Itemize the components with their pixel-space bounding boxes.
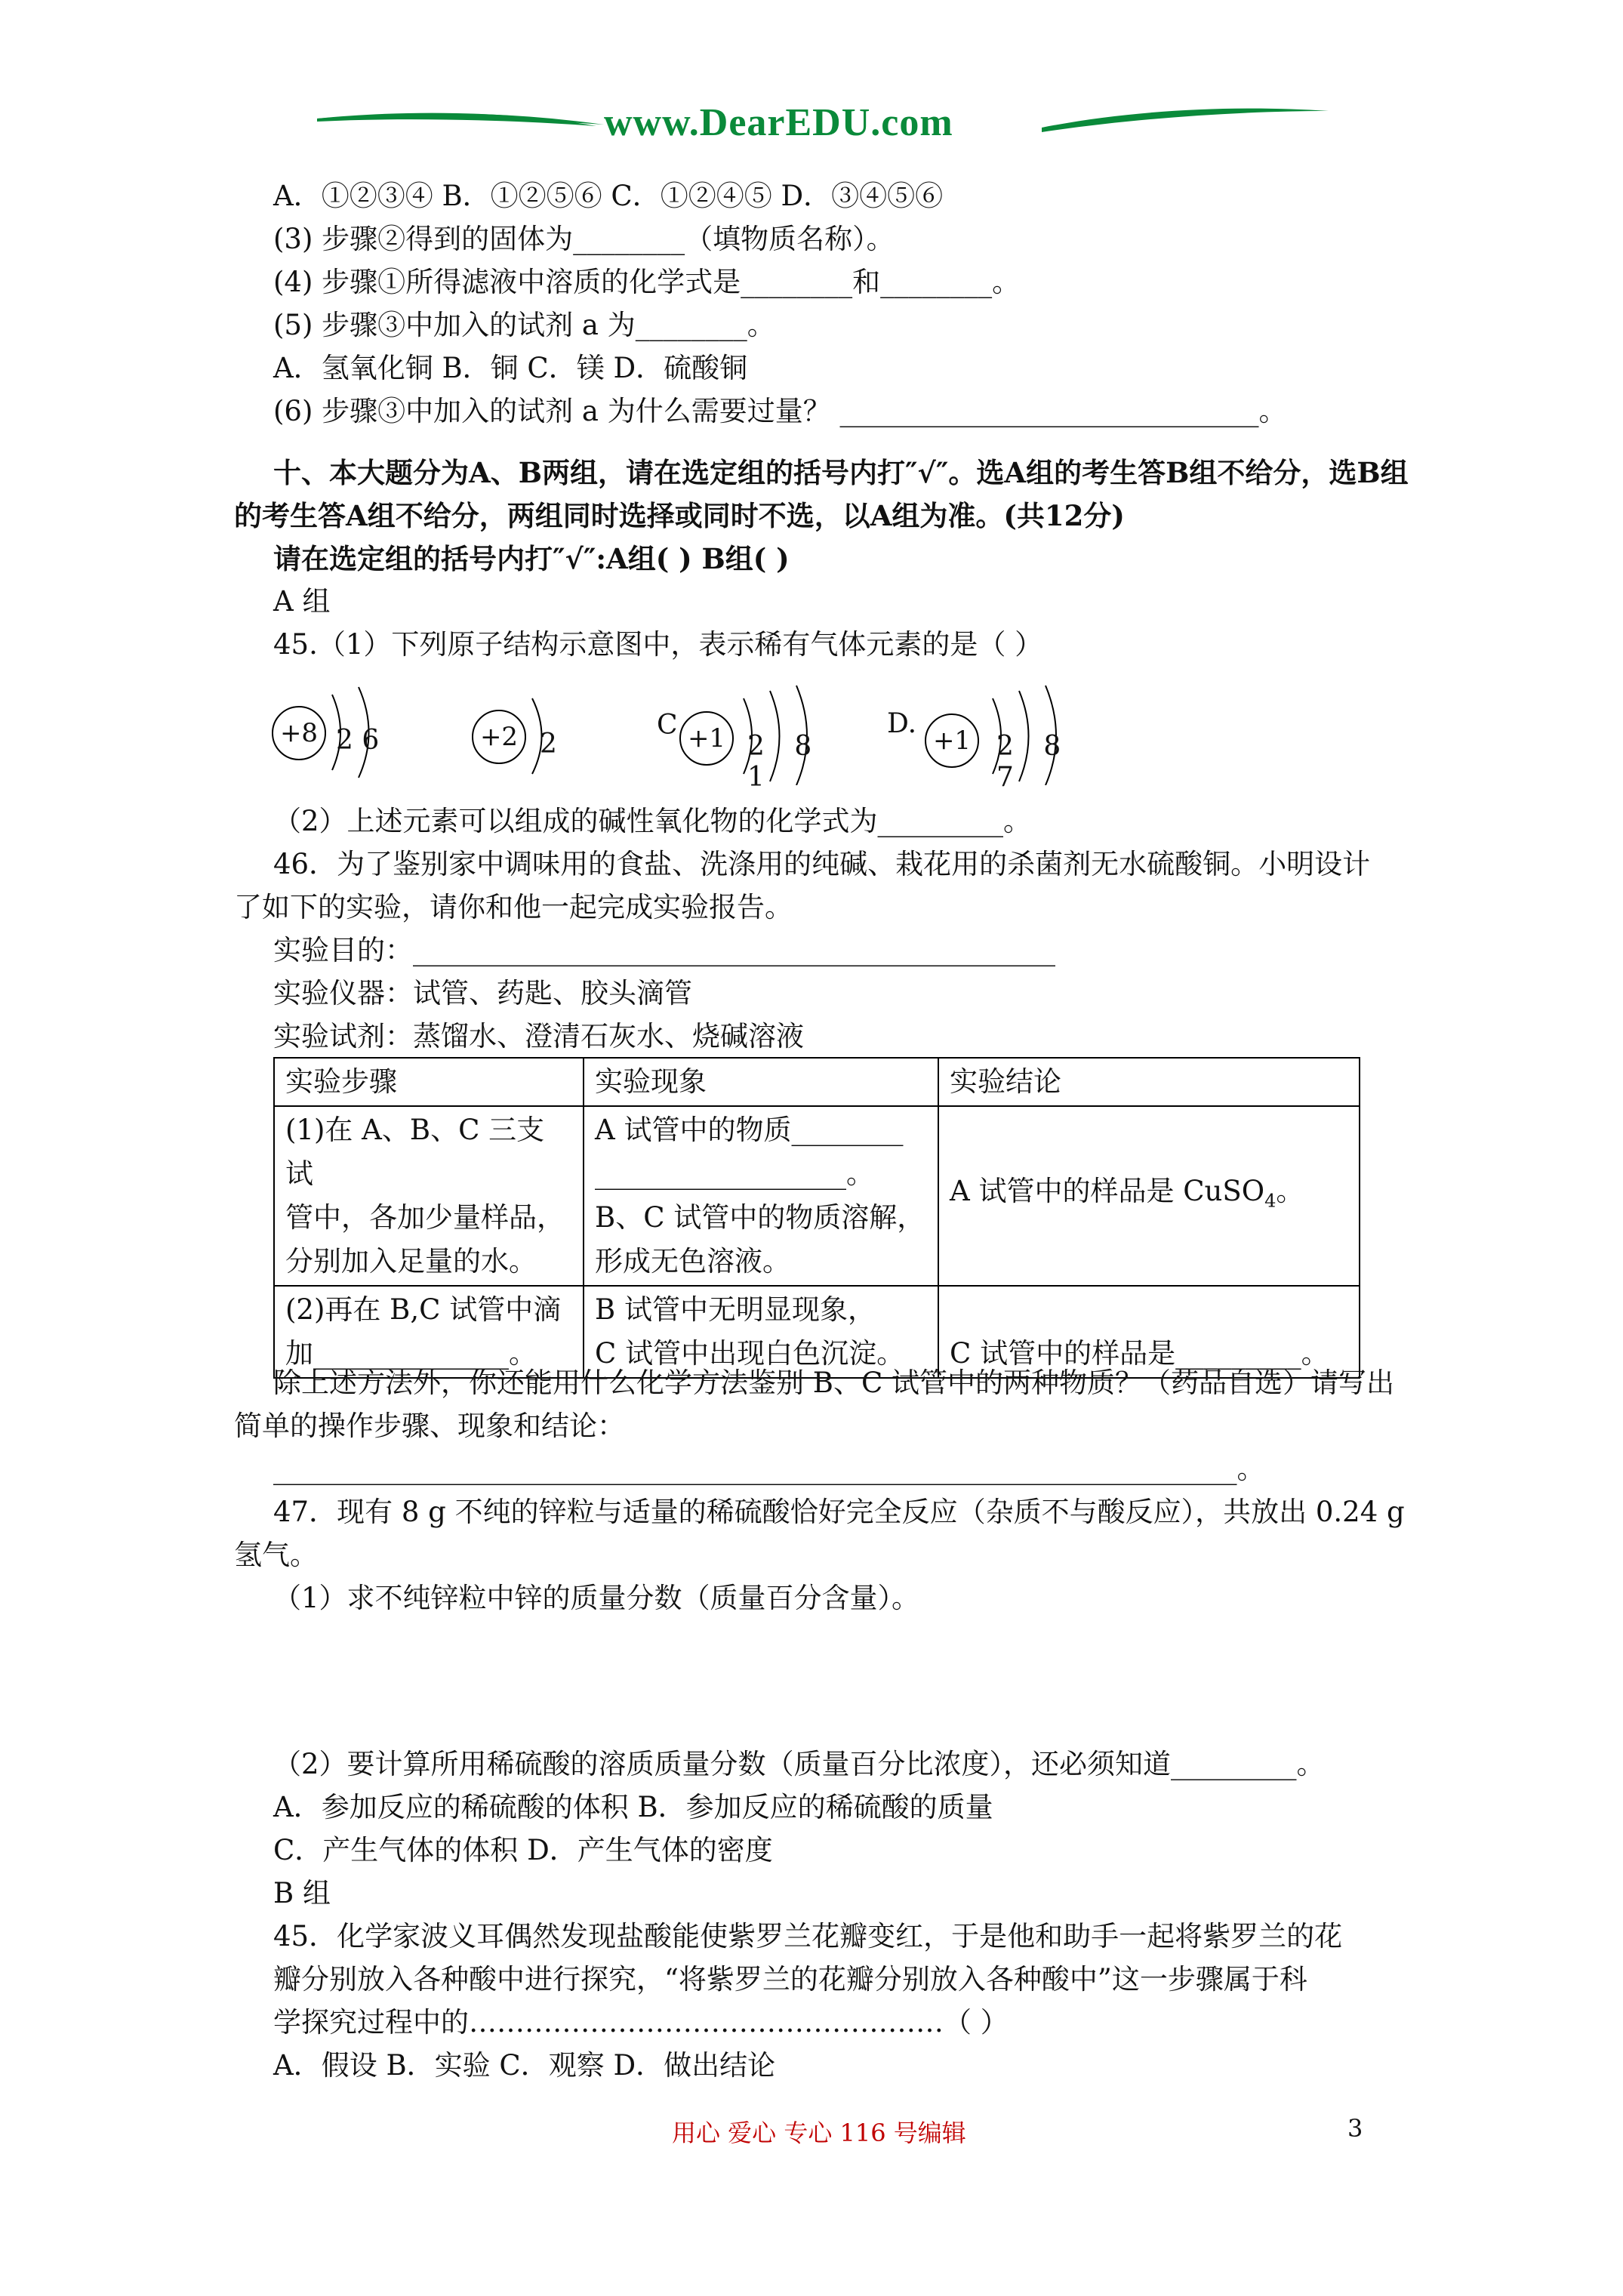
- q46-extra-cont: 简单的操作步骤、现象和结论：: [234, 1410, 625, 1442]
- q-4: (4) 步骤①所得滤液中溶质的化学式是________和________。: [273, 266, 1021, 298]
- site-logo: [317, 94, 1329, 155]
- section-title: 十、本大题分为A、B两组，请在选定组的括号内打″√″。选A组的考生答B组不给分，选B组: [273, 456, 1409, 489]
- exp-reagents: 实验试剂：蒸馏水、澄清石灰水、烧碱溶液: [273, 1020, 804, 1052]
- atom-c: C +1 2 8 1: [657, 680, 853, 785]
- exp-instruments: 实验仪器：试管、药匙、胶头滴管: [273, 977, 692, 1009]
- q46-extra: 除上述方法外，你还能用什么化学方法鉴别 B、C 试管中的两种物质？（药品自选）请写出: [273, 1367, 1395, 1399]
- group-b-heading: B 组: [273, 1877, 331, 1909]
- exp-purpose: 实验目的：______________________________________________: [273, 934, 1055, 966]
- q-5-options: A．氢氧化铜 B．铜 C．镁 D．硫酸铜: [273, 352, 748, 384]
- atom-b: +2 2: [464, 680, 615, 785]
- row1-step: (1)在 A、B、C 三支试 管中，各加少量样品， 分别加入足量的水。: [274, 1106, 584, 1286]
- q47-1: （1）求不纯锌粒中锌的质量分数（质量百分含量）。: [273, 1582, 920, 1614]
- q47: 47．现有 8 g 不纯的锌粒与适量的稀硫酸恰好完全反应（杂质不与酸反应），共放出 0.24 g: [273, 1496, 1405, 1528]
- experiment-table: [273, 1057, 1360, 1379]
- row2-step: (2)再在 B,C 试管中滴 加______________。: [274, 1286, 584, 1378]
- page-number: 3: [1347, 2114, 1363, 2143]
- site-name: www.DearEDU.com: [604, 101, 953, 144]
- q47-options-cd: C．产生气体的体积 D．产生气体的密度: [273, 1834, 773, 1866]
- group-a-heading: A 组: [273, 585, 331, 618]
- q-options-1: A．①②③④ B．①②⑤⑥ C．①②④⑤ D．③④⑤⑥: [273, 180, 944, 212]
- q46-cont: 了如下的实验，请你和他一起完成实验报告。: [234, 891, 793, 923]
- b-q45-options: A．假设 B．实验 C．观察 D．做出结论: [273, 2049, 776, 2082]
- q-3: (3) 步骤②得到的固体为________（填物质名称）。: [273, 223, 895, 255]
- q47-2: （2）要计算所用稀硫酸的溶质质量分数（质量百分比浓度），还必须知道_________。: [273, 1748, 1325, 1780]
- q47-options-ab: A．参加反应的稀硫酸的体积 B．参加反应的稀硫酸的质量: [273, 1791, 993, 1823]
- header-phenomena: 实验现象: [584, 1058, 938, 1106]
- atom-a: +8 2 6: [264, 680, 460, 785]
- row2-conclusion: C 试管中的样品是_________。: [938, 1286, 1360, 1378]
- q45-1: 45.（1）下列原子结构示意图中，表示稀有气体元素的是（ ）: [273, 628, 1043, 661]
- q-5: (5) 步骤③中加入的试剂 a 为________。: [273, 309, 775, 341]
- atom-diagram-row: [257, 680, 1163, 793]
- header-steps: 实验步骤: [274, 1058, 584, 1106]
- header-conclusion: 实验结论: [938, 1058, 1360, 1106]
- q46: 46．为了鉴别家中调味用的食盐、洗涤用的纯碱、栽花用的杀菌剂无水硫酸铜。小明设计: [273, 848, 1371, 880]
- section-title-cont: 的考生答A组不给分，两组同时选择或同时不选，以A组为准。(共12分): [234, 499, 1125, 532]
- table-header-row: [274, 1058, 1360, 1106]
- answer-line: _____________________________________________________________________。: [273, 1453, 1265, 1485]
- row1-conclusion: A 试管中的样品是 CuSO$_4$。: [938, 1106, 1360, 1286]
- q45-2: （2）上述元素可以组成的碱性氧化物的化学式为_________。: [273, 805, 1032, 837]
- q47-cont: 氢气。: [234, 1539, 318, 1571]
- row2-phenomena: B 试管中无明显现象， C 试管中出现白色沉淀。: [584, 1286, 938, 1378]
- table-row: [274, 1106, 1360, 1286]
- table-row: [274, 1286, 1360, 1378]
- row1-phenomena: A 试管中的物质________ __________________。 B、C 试管中的物质溶解， 形成无色溶液。: [584, 1106, 938, 1286]
- footer-text: 用心 爱心 专心 116 号编辑: [672, 2119, 966, 2147]
- atom-d: D. +1 2 8 7: [887, 680, 1113, 785]
- b-q45-cont: 瓣分别放入各种酸中进行探究，“将紫罗兰的花瓣分别放入各种酸中”这一步骤属于科: [273, 1963, 1307, 1996]
- q-6: (6) 步骤③中加入的试剂 a 为什么需要过量？ ______________________________。: [273, 395, 1287, 427]
- b-q45: 45．化学家波义耳偶然发现盐酸能使紫罗兰花瓣变红，于是他和助手一起将紫罗兰的花: [273, 1920, 1343, 1952]
- group-choice: 请在选定组的括号内打″√″:A组( ) B组( ): [273, 542, 790, 575]
- b-q45-cont2: 学探究过程中的……………………………………………（ ）: [273, 2006, 1009, 2039]
